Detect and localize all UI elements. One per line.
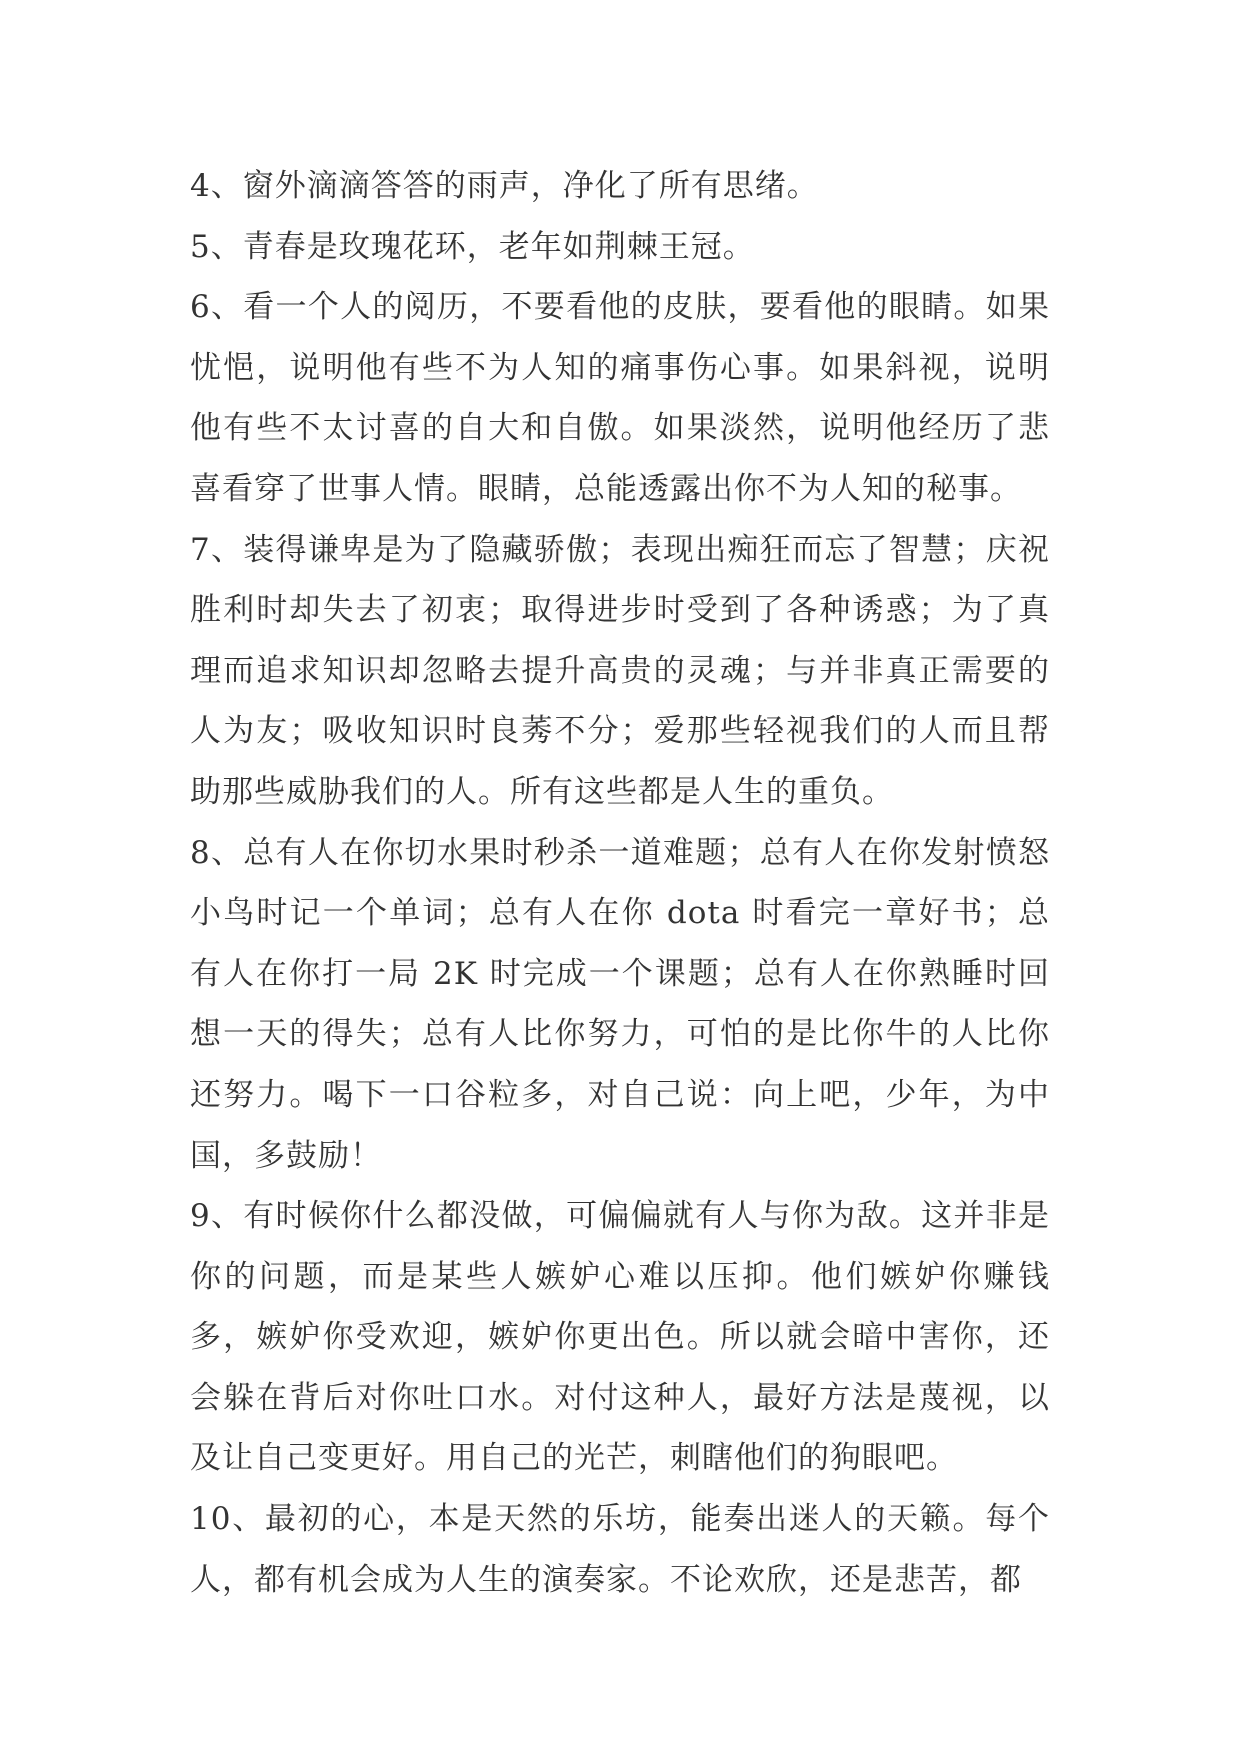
paragraph-9: 9、有时候你什么都没做，可偏偏就有人与你为敌。这并非是你的问题，而是某些人嫉妒心难以压抑。他们嫉妒你赚钱多，嫉妒你受欢迎，嫉妒你更出色。所以就会暗中害你，还会躲在背后对你吐口水。对付这种人，最好方法是蔑视，以及让自己变更好。用自己的光芒，刺瞎他们的狗眼吧。 xyxy=(190,1198,1050,1477)
paragraph-6: 6、看一个人的阅历，不要看他的皮肤，要看他的眼睛。如果忧悒，说明他有些不为人知的痛事伤心事。如果斜视，说明他有些不太讨喜的自大和自傲。如果淡然，说明他经历了悲喜看穿了世事人情。眼睛，总能透露出你不为人知的秘事。 xyxy=(190,289,1050,507)
paragraph-5: 5、青春是玫瑰花环，老年如荆棘王冠。 xyxy=(190,228,755,265)
paragraph-10: 10、最初的心，本是天然的乐坊，能奏出迷人的天籁。每个人，都有机会成为人生的演奏家。不论欢欣，还是悲苦，都 xyxy=(190,1501,1050,1598)
document-body xyxy=(190,156,1050,1610)
paragraph-4: 4、窗外滴滴答答的雨声，净化了所有思绪。 xyxy=(190,168,819,204)
paragraph-7: 7、装得谦卑是为了隐藏骄傲；表现出痴狂而忘了智慧；庆祝胜利时却失去了初衷；取得进步时受到了各种诱惑；为了真理而追求知识却忽略去提升高贵的灵魂；与并非真正需要的人为友；吸收知识时良莠不分；爱那些轻视我们的人而且帮助那些威胁我们的人。所有这些都是人生的重负。 xyxy=(190,531,1050,810)
paragraph-8: 8、总有人在你切水果时秒杀一道难题；总有人在你发射愤怒小鸟时记一个单词；总有人在你 dota 时看完一章好书；总有人在你打一局 2K 时完成一个课题；总有人在你熟睡时回想一天的得失；总有人比你努力，可怕的是比你牛的人比你还努力。喝下一口谷粒多，对自己说：向上吧，少年，为中国，多鼓励！ xyxy=(190,834,1050,1174)
